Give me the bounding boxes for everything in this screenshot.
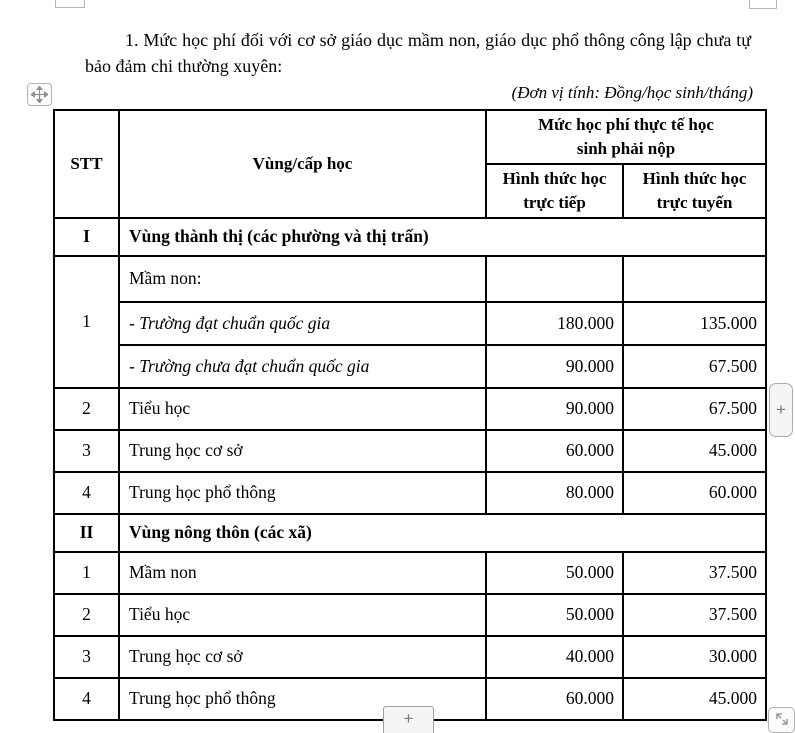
cell-online: 67.500 — [623, 345, 766, 388]
table-row — [54, 218, 766, 256]
cell-stt: 2 — [54, 594, 119, 636]
header-online: Hình thức học trực tuyến — [623, 164, 766, 218]
table-header-row — [54, 110, 766, 164]
cell-direct: 180.000 — [486, 302, 623, 345]
cell-direct — [486, 256, 623, 302]
cell-direct: 50.000 — [486, 594, 623, 636]
insert-row-button[interactable] — [383, 706, 434, 733]
cell-label: Mầm non: — [119, 256, 486, 302]
cell-label: - Trường chưa đạt chuẩn quốc gia — [119, 345, 486, 388]
cell-stt: 2 — [54, 388, 119, 430]
intro-paragraph: 1. Mức học phí đối với cơ sở giáo dục mầm non, giáo dục phổ thông công lập chưa tự bảo đảm chi thường xuyên: — [85, 30, 751, 76]
cell-online: 30.000 — [623, 636, 766, 678]
cell-section-label: Vùng thành thị (các phường và thị trấn) — [119, 218, 766, 256]
cell-stt: II — [54, 514, 119, 552]
cell-direct: 40.000 — [486, 636, 623, 678]
header-direct: Hình thức học trực tiếp — [486, 164, 623, 218]
table-resize-handle[interactable] — [768, 707, 795, 733]
table-row — [54, 636, 766, 678]
cell-direct: 90.000 — [486, 388, 623, 430]
cell-label: Trung học cơ sở — [119, 430, 486, 472]
cell-label: Tiểu học — [119, 594, 486, 636]
cell-online: 135.000 — [623, 302, 766, 345]
table-row — [54, 594, 766, 636]
cell-direct: 80.000 — [486, 472, 623, 514]
plus-icon: + — [403, 709, 414, 728]
cell-online: 45.000 — [623, 678, 766, 720]
clipped-box-top-left — [55, 0, 85, 8]
header-region: Vùng/cấp học — [119, 110, 486, 218]
diagonal-resize-icon — [774, 711, 790, 727]
table-row — [54, 430, 766, 472]
cell-stt: 3 — [54, 636, 119, 678]
cell-direct: 50.000 — [486, 552, 623, 594]
cell-label: Trung học phổ thông — [119, 678, 486, 720]
header-stt: STT — [54, 110, 119, 218]
table-row — [54, 472, 766, 514]
table-move-handle[interactable] — [27, 83, 52, 106]
cell-direct: 60.000 — [486, 678, 623, 720]
cell-online: 45.000 — [623, 430, 766, 472]
cell-label: Trung học phổ thông — [119, 472, 486, 514]
cell-stt: 3 — [54, 430, 119, 472]
plus-icon: + — [776, 400, 786, 419]
unit-note: (Đơn vị tính: Đồng/học sinh/tháng) — [511, 83, 753, 102]
cell-stt: 4 — [54, 472, 119, 514]
cell-stt: I — [54, 218, 119, 256]
cell-online: 37.500 — [623, 594, 766, 636]
cell-stt: 1 — [54, 256, 119, 388]
cell-direct: 90.000 — [486, 345, 623, 388]
table-row — [54, 345, 766, 388]
insert-column-button[interactable] — [769, 383, 793, 437]
cell-online — [623, 256, 766, 302]
cell-online: 37.500 — [623, 552, 766, 594]
cell-label: Trung học cơ sở — [119, 636, 486, 678]
cell-stt: 4 — [54, 678, 119, 720]
cell-label: - Trường đạt chuẩn quốc gia — [119, 302, 486, 345]
table-row — [54, 256, 766, 302]
table-row — [54, 552, 766, 594]
cell-direct: 60.000 — [486, 430, 623, 472]
cell-online: 67.500 — [623, 388, 766, 430]
fee-table — [53, 109, 767, 721]
cell-stt: 1 — [54, 552, 119, 594]
cell-online: 60.000 — [623, 472, 766, 514]
move-icon — [31, 86, 48, 103]
table-row — [54, 514, 766, 552]
header-fee-group: Mức học phí thực tế học sinh phải nộp — [486, 110, 766, 164]
table-row — [54, 388, 766, 430]
cell-section-label: Vùng nông thôn (các xã) — [119, 514, 766, 552]
clipped-box-top-right — [749, 0, 777, 9]
table-row — [54, 302, 766, 345]
cell-label: Tiểu học — [119, 388, 486, 430]
cell-label: Mầm non — [119, 552, 486, 594]
